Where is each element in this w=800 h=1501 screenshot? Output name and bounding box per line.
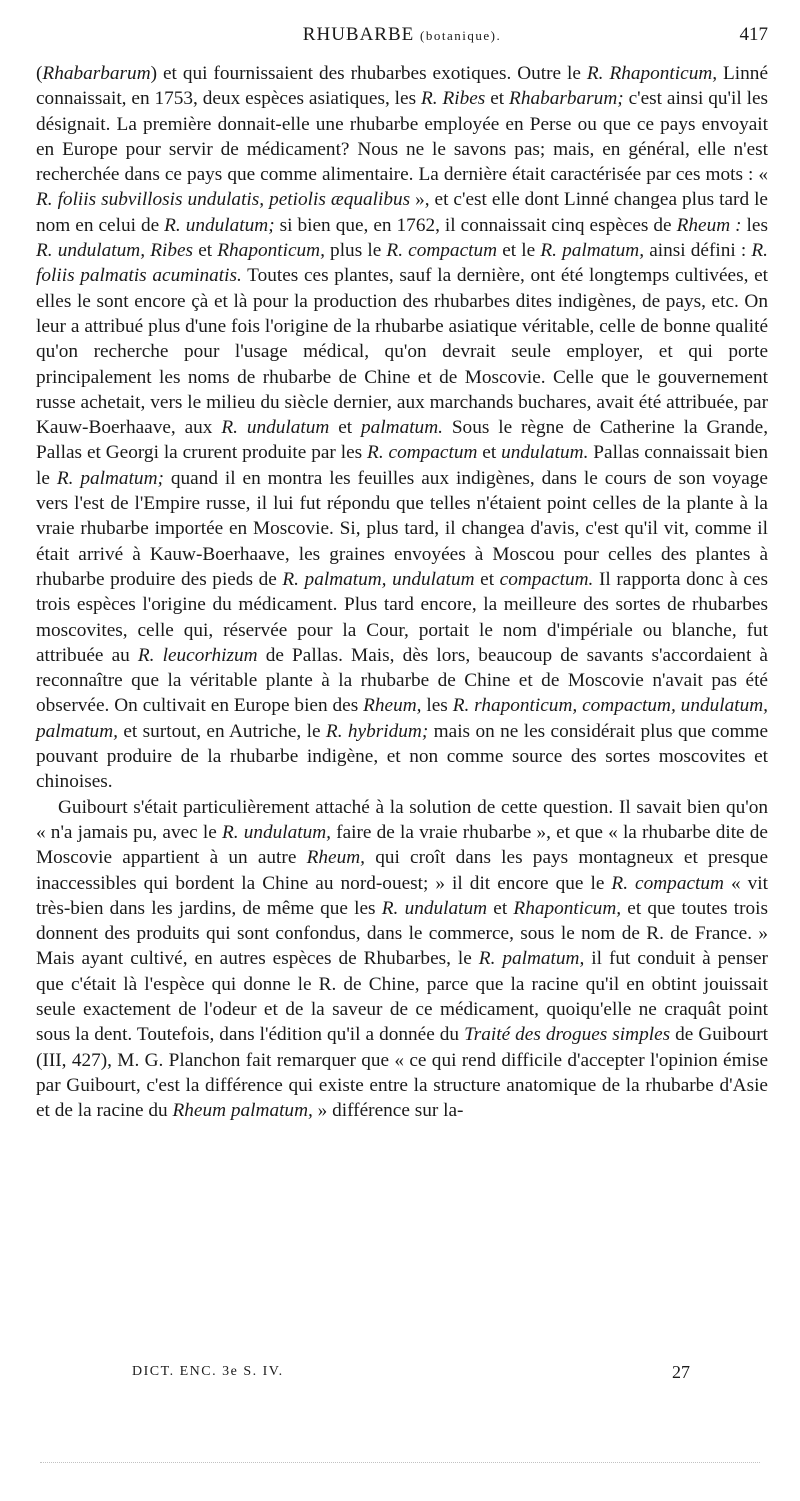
running-title-main: RHUBARBE [302, 24, 415, 45]
italic-run: R. foliis palmatis acuminatis. [36, 240, 768, 287]
body-text [36, 61, 768, 1123]
text-run: et surtout, en Autriche, le [117, 720, 326, 742]
italic-run: R. Rhaponticum, [586, 63, 718, 84]
text-run: et que toutes trois donnent des produits qui sont confondus, dans le commerce, sous le nom de R. de France. » Mais ayant cultivé, en autres espèces de Rhubarbes, le [36, 897, 768, 970]
text-run: quand il en montra les feuilles aux indigènes, dans le cours de son voyage vers l'est de l'Empire russe, il lui fut répondu que telles n'étaient point celles de la plante à la vraie rhubarbe importée en Moscovie. Si, plus tard, il changea d'avis, c'est qu'il vit, comme il était arrivé à Kauw-Boerhaave, les graines envoyées à Moscou pour celles des plantes à rhubarbe produire des pieds de [36, 467, 768, 590]
italic-run: R. palmatum, [478, 948, 585, 970]
text-run: Sous le règne de Catherine la Grande, Pallas et Georgi la crurent produite par les [36, 417, 769, 464]
italic-run: Traité des drogues simples [464, 1024, 671, 1046]
italic-run: R. palmatum, [540, 240, 645, 262]
text-run: ( [36, 63, 43, 84]
text-run: il fut conduit à penser que c'était là l'espèce qui donne le R. de Chine, parce que la racine qu'il en obtint jouissait seule exactement de l'odeur et de la saveur de ce médicament, quoiqu'elle ne craquât point sous la dent. Toutefois, dans l'édition qu'il a donnée du [36, 948, 768, 1046]
paragraph-1 [36, 61, 768, 795]
text-run: si bien que, en 1762, il connaissait cinq espèces de [274, 214, 677, 236]
text-run: Toutes ces plantes, sauf la dernière, ont été longtemps cultivées, et elles le sont encore çà et là pour la production des rhubarbes dites indigènes, de pays, etc. On leur a attribué plus d'une fois l'origine de la rhubarbe asiatique véritable, celle de bonne qualité qu'on recherche pour l'usage médical, qu'on devrait seule employer, et qui porte principalement les noms de rhubarbe de Chine et de Moscovie. Celle que le gouvernement russe achetait, vers le milieu du siècle dernier, aux marchands buchares, avait été attribuée, par Kauw-Boerhaave, aux [36, 265, 768, 439]
scan-edge-dots [40, 1462, 760, 1467]
text-run: de Guibourt (III, 427), M. G. Planchon fait remarquer que « ce qui rend difficile d'accepter l'opinion émise par Guibourt, c'est la différence qui existe entre la structure anatomique de la rhubarbe d'Asie et de la racine du [36, 1024, 769, 1122]
italic-run: R. palmatum; [56, 467, 164, 489]
italic-run: R. palmatum, undulatum [282, 568, 475, 590]
text-run: les [421, 695, 453, 717]
text-run: Linné connaissait, en 1753, deux espèces asiatiques, les [36, 63, 769, 110]
text-run: et [193, 240, 218, 262]
page-footer [36, 1362, 768, 1390]
italic-run: undulatum. [501, 442, 589, 464]
running-title-qualifier: (botanique). [420, 28, 502, 43]
italic-run: Rhabarbarum [42, 63, 151, 84]
text-run: et [485, 88, 510, 110]
text-run: et [474, 568, 500, 590]
text-run: ) et qui fournissaient des rhubarbes exotiques. Outre le [150, 63, 587, 84]
italic-run: palmatum. [361, 417, 443, 439]
italic-run: R. leucorhizum [137, 644, 258, 666]
italic-run: compactum. [499, 568, 594, 590]
text-run: et [477, 442, 502, 464]
text-run: plus le [324, 240, 387, 262]
italic-run: Rheum, [306, 847, 365, 869]
text-run: c'est ainsi qu'il les désignait. La première donnait-elle une rhubarbe employée en Perse ou que ce pays envoyait en Europe pour servir de médicament? Nous ne le savons pas; mais, en général, elle n'est recherchée dans ce pays que comme alimentaire. La dernière était caractérisée par ces mots : « [36, 88, 769, 186]
italic-run: Rhaponticum, [513, 897, 622, 919]
italic-run: R. foliis subvillosis undulatis, petiolis æqualibus [36, 189, 411, 211]
text-run: Il rapporta donc à ces trois espèces l'origine du médicament. Plus tard encore, la meilleure des sortes de rhubarbes moscovites, celle qui, réservée pour la Cour, portait le nom d'impériale ou blanche, fut attribuée au [36, 568, 768, 666]
italic-run: R. undulatum [221, 417, 330, 439]
text-run: et le [497, 240, 541, 262]
italic-run: R. undulatum; [164, 214, 275, 236]
italic-run: R. compactum [611, 872, 724, 894]
text-run: et [329, 417, 361, 439]
text-run: « vit très-bien dans les jardins, de même que les [36, 872, 768, 919]
text-run: qui croît dans les pays montagneux et presque inaccessibles qui bordent la Chine au nord-ouest; » il dit encore que le [36, 847, 768, 894]
text-run: faire de la vraie rhubarbe », et que « la rhubarbe dite de Moscovie appartient à un autre [36, 821, 768, 869]
text-run: et [487, 897, 514, 919]
text-run: », et c'est elle dont Linné changea plus tard le nom en celui de [36, 189, 768, 236]
italic-run: R. undulatum, [221, 821, 331, 843]
italic-run: Rheum : [676, 214, 742, 236]
italic-run: Rheum, [363, 695, 422, 717]
italic-run: Rhaponticum, [217, 240, 325, 262]
text-run: mais on ne les considérait plus que comme pouvant produire de la rhubarbe indigène, et non comme source des sortes moscovites et chinoises. [36, 720, 769, 793]
text-run: Pallas connaissait bien le [36, 442, 768, 489]
sheet-number: 27 [672, 1362, 690, 1382]
text-run: » différence sur la- [312, 1100, 464, 1122]
text-run: Guibourt s'était particulièrement attaché à la solution de cette question. Il savait bien qu'on « n'a jamais pu, avec le [36, 796, 768, 843]
italic-run: Rheum palmatum, [172, 1100, 313, 1122]
text-run: les [741, 214, 768, 236]
text-run: ainsi défini : [644, 240, 752, 262]
italic-run: R. compactum [386, 240, 498, 262]
running-title [36, 24, 768, 46]
italic-run: Rhabarbarum; [509, 88, 624, 110]
running-head [36, 24, 768, 54]
italic-run: R. compactum [367, 442, 478, 464]
italic-run: R. hybridum; [325, 720, 429, 742]
page-number: 417 [739, 24, 768, 45]
italic-run: R. Ribes [420, 88, 486, 110]
italic-run: R. undulatum, Ribes [36, 240, 194, 262]
paragraph-2 [36, 795, 768, 1124]
text-run: de Pallas. Mais, dès lors, beaucoup de savants s'accordaient à reconnaître que la véritable plante à la rhubarbe de Chine et de Moscovie n'avait pas été observée. On cultivait en Europe bien des [36, 644, 768, 717]
italic-run: R. undulatum [381, 897, 488, 919]
signature-mark: DICT. ENC. 3e S. IV. [132, 1364, 284, 1379]
italic-run: R. rhaponticum, compactum, undulatum, palmatum, [36, 695, 768, 742]
